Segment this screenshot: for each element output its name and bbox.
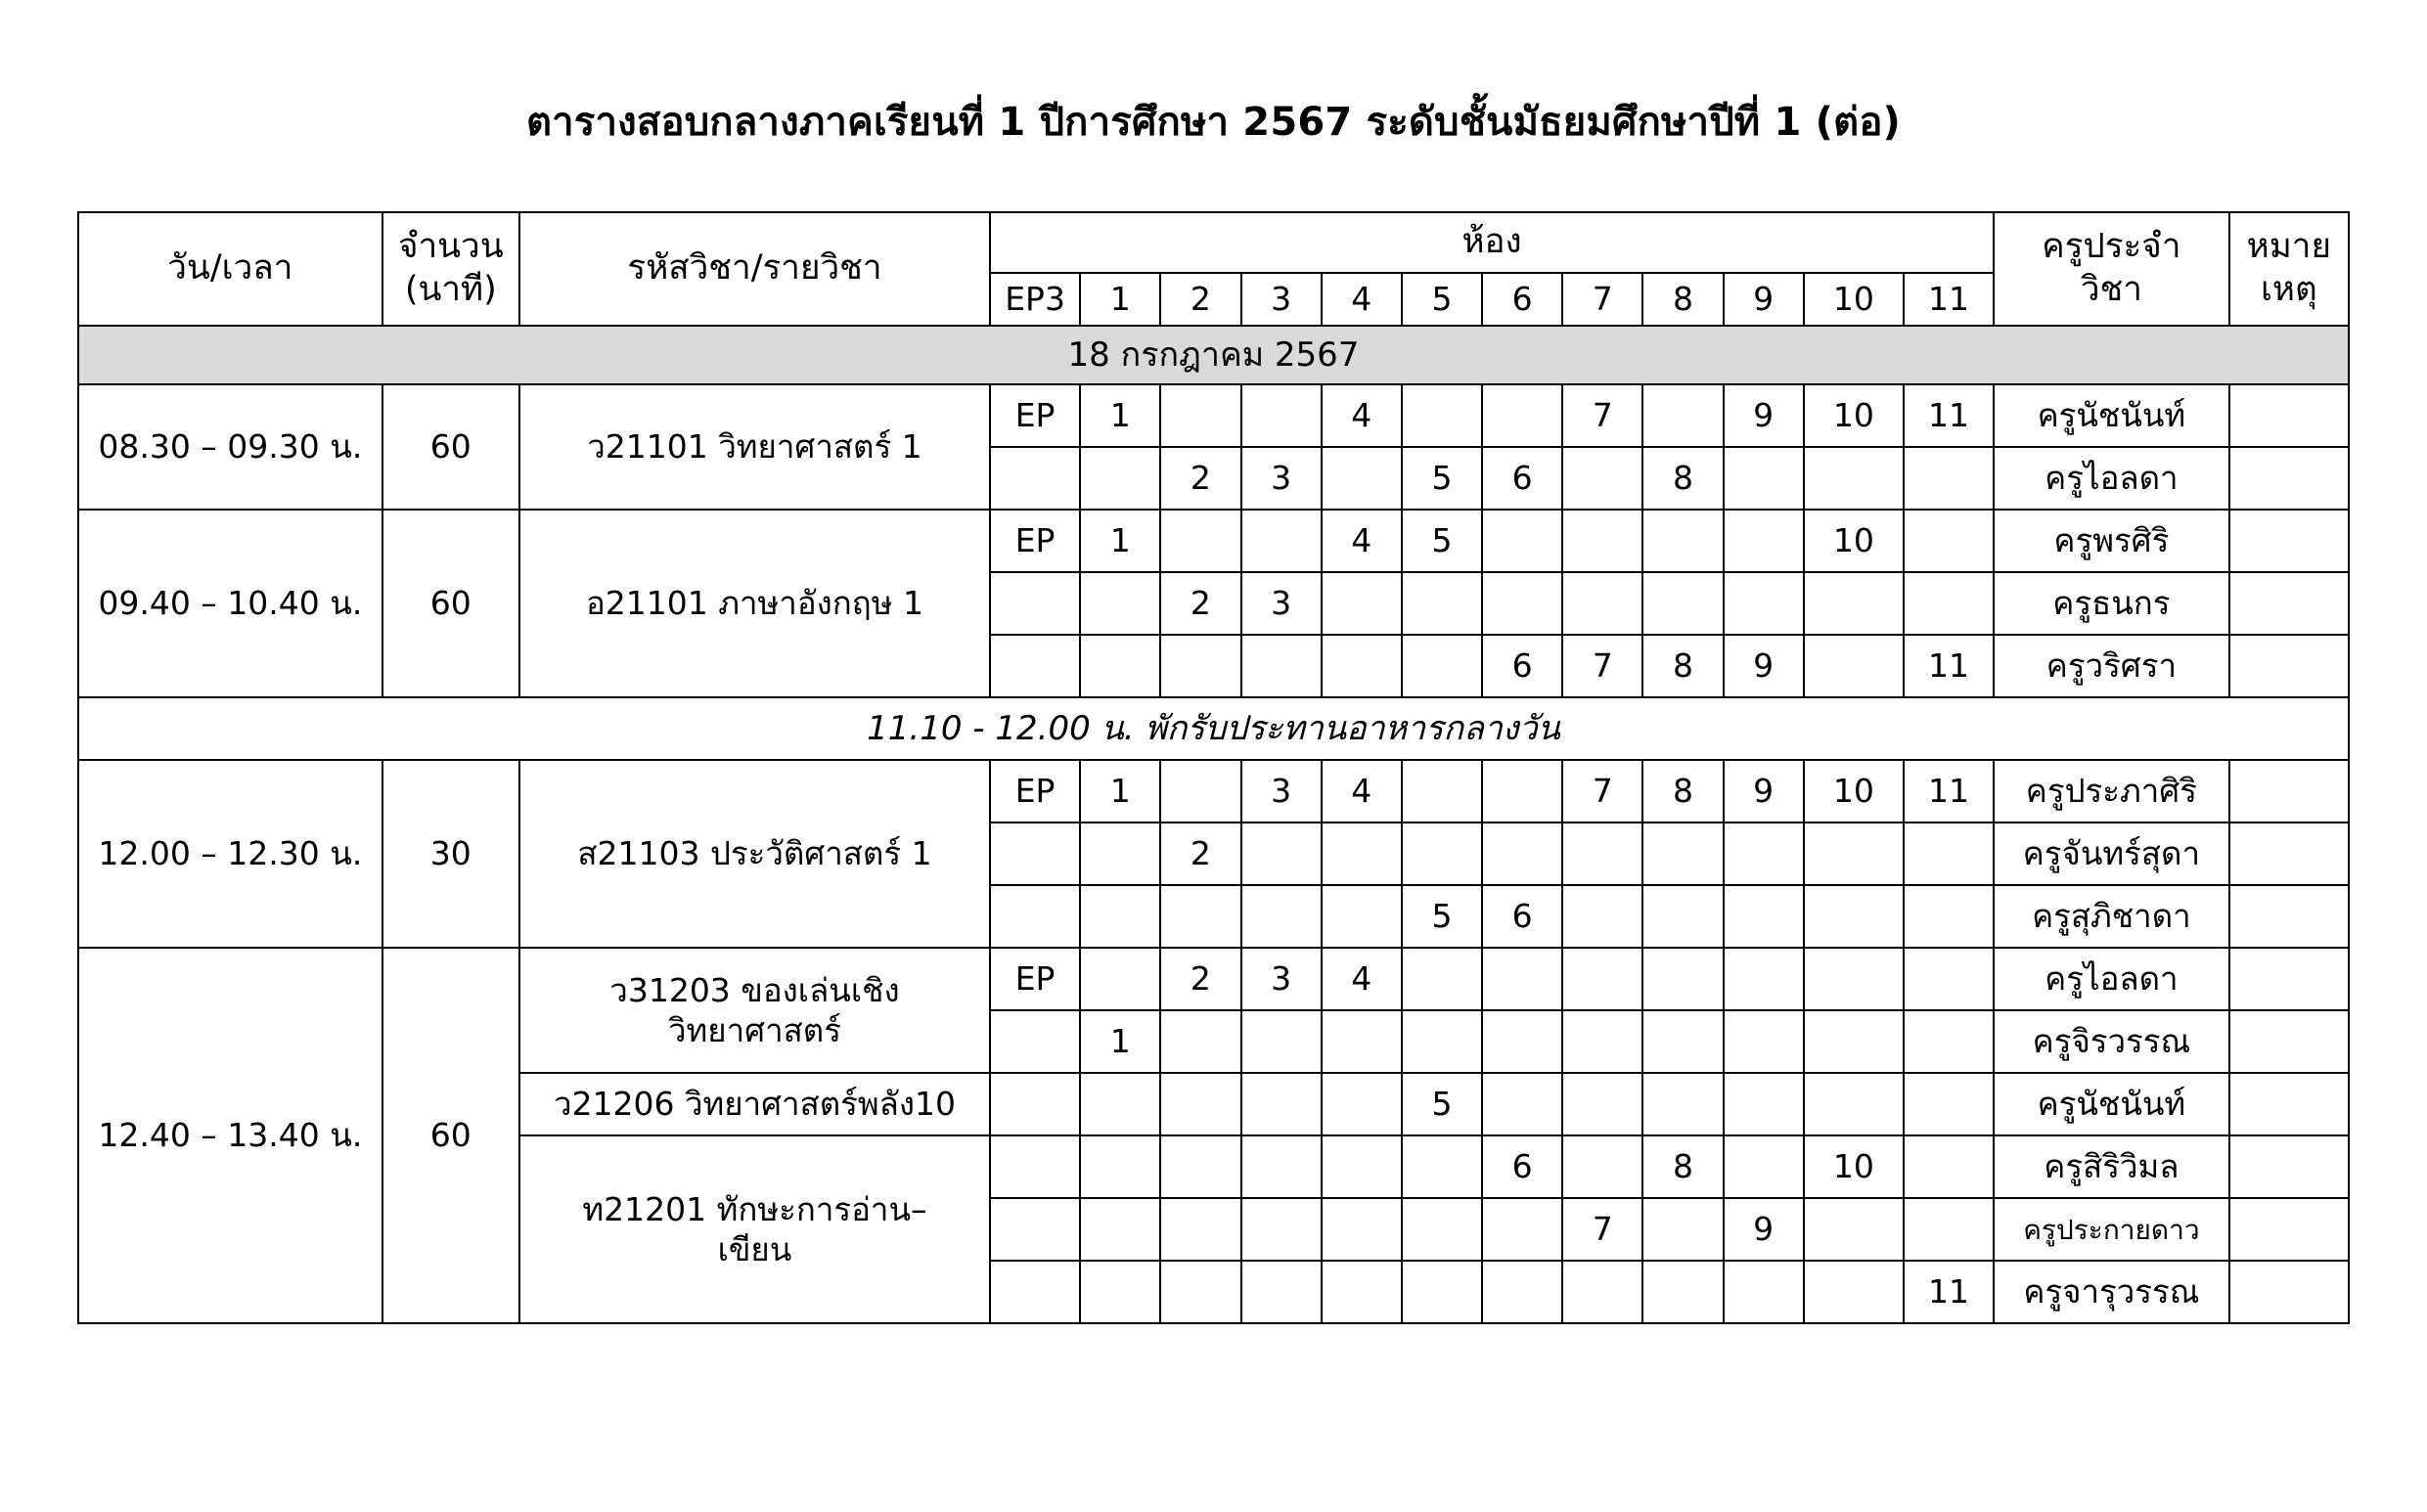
cell-room-2 — [1160, 510, 1240, 572]
cell-room-3 — [1241, 1010, 1322, 1073]
header-room-6: 6 — [1482, 273, 1562, 326]
cell-room-8 — [1642, 572, 1723, 635]
cell-room-2: 2 — [1160, 948, 1240, 1010]
cell-room-ep3: EP — [990, 760, 1080, 823]
cell-room-8 — [1642, 1010, 1723, 1073]
cell-room-5 — [1402, 635, 1482, 697]
header-note-line2: เหตุ — [2260, 270, 2317, 309]
cell-room-11: 11 — [1904, 635, 1994, 697]
cell-room-3 — [1241, 885, 1322, 948]
cell-teacher: ครูสุภิชาดา — [1994, 885, 2229, 948]
cell-room-11: 11 — [1904, 760, 1994, 823]
cell-room-10: 10 — [1804, 760, 1904, 823]
cell-room-ep3 — [990, 1010, 1080, 1073]
cell-room-9 — [1724, 1135, 1804, 1198]
cell-teacher: ครูวริศรา — [1994, 635, 2229, 697]
cell-room-7 — [1562, 1135, 1642, 1198]
cell-subject: ว21206 วิทยาศาสตร์พลัง10 — [519, 1073, 990, 1135]
cell-room-7 — [1562, 948, 1642, 1010]
cell-room-5 — [1402, 823, 1482, 885]
cell-note — [2229, 948, 2349, 1010]
cell-room-8: 8 — [1642, 760, 1723, 823]
cell-room-3 — [1241, 1073, 1322, 1135]
cell-room-6 — [1482, 1073, 1562, 1135]
cell-room-11 — [1904, 823, 1994, 885]
cell-room-2 — [1160, 1073, 1240, 1135]
cell-room-ep3: EP — [990, 948, 1080, 1010]
cell-room-ep3 — [990, 1261, 1080, 1323]
cell-room-1 — [1080, 572, 1160, 635]
cell-room-6: 6 — [1482, 885, 1562, 948]
cell-room-10 — [1804, 1010, 1904, 1073]
cell-teacher: ครูจารุวรรณ — [1994, 1261, 2229, 1323]
cell-room-2: 2 — [1160, 572, 1240, 635]
header-teacher-line2: วิชา — [2080, 270, 2142, 309]
cell-room-11 — [1904, 1010, 1994, 1073]
cell-room-3 — [1241, 823, 1322, 885]
cell-time: 08.30 – 09.30 น. — [78, 384, 382, 510]
cell-room-7: 7 — [1562, 384, 1642, 447]
cell-room-4: 4 — [1322, 384, 1402, 447]
cell-room-5 — [1402, 572, 1482, 635]
cell-room-11 — [1904, 1073, 1994, 1135]
cell-room-ep3 — [990, 635, 1080, 697]
cell-room-1: 1 — [1080, 760, 1160, 823]
cell-room-4 — [1322, 1073, 1402, 1135]
cell-room-9 — [1724, 948, 1804, 1010]
cell-minutes: 30 — [382, 760, 519, 948]
cell-room-11: 11 — [1904, 384, 1994, 447]
cell-room-10 — [1804, 572, 1904, 635]
cell-room-ep3 — [990, 447, 1080, 510]
header-room-11: 11 — [1904, 273, 1994, 326]
cell-room-6 — [1482, 948, 1562, 1010]
cell-room-5 — [1402, 384, 1482, 447]
cell-room-8 — [1642, 948, 1723, 1010]
cell-room-10 — [1804, 823, 1904, 885]
cell-room-7 — [1562, 447, 1642, 510]
cell-room-5 — [1402, 760, 1482, 823]
header-teacher — [1994, 212, 2229, 326]
cell-room-ep3 — [990, 1135, 1080, 1198]
cell-room-2 — [1160, 1198, 1240, 1261]
cell-subject-line1: ท21201 ทักษะการอ่าน– — [582, 1189, 927, 1228]
cell-room-2 — [1160, 1135, 1240, 1198]
cell-room-11 — [1904, 572, 1994, 635]
table-header-row-1 — [78, 212, 2349, 273]
cell-room-9: 9 — [1724, 635, 1804, 697]
cell-room-11 — [1904, 885, 1994, 948]
cell-room-10: 10 — [1804, 510, 1904, 572]
cell-teacher: ครูไอลดา — [1994, 447, 2229, 510]
cell-room-1 — [1080, 1135, 1160, 1198]
cell-room-1 — [1080, 635, 1160, 697]
cell-room-7: 7 — [1562, 1198, 1642, 1261]
date-label: 18 กรกฎาคม 2567 — [78, 326, 2349, 384]
cell-note — [2229, 1073, 2349, 1135]
cell-room-ep3 — [990, 572, 1080, 635]
cell-room-ep3 — [990, 1073, 1080, 1135]
cell-room-3 — [1241, 1135, 1322, 1198]
cell-subject-line1: ว31203 ของเล่นเชิง — [609, 970, 900, 1009]
cell-room-1 — [1080, 823, 1160, 885]
cell-room-ep3: EP — [990, 510, 1080, 572]
cell-room-3: 3 — [1241, 447, 1322, 510]
cell-room-4 — [1322, 1135, 1402, 1198]
cell-note — [2229, 447, 2349, 510]
cell-room-5: 5 — [1402, 447, 1482, 510]
cell-room-3 — [1241, 384, 1322, 447]
cell-room-6 — [1482, 1261, 1562, 1323]
cell-room-9 — [1724, 447, 1804, 510]
cell-minutes: 60 — [382, 510, 519, 697]
cell-room-2: 2 — [1160, 823, 1240, 885]
cell-room-3: 3 — [1241, 572, 1322, 635]
exam-schedule-table-wrapper — [77, 211, 2350, 1324]
table-row — [78, 510, 2349, 572]
cell-teacher: ครูธนกร — [1994, 572, 2229, 635]
cell-room-7 — [1562, 510, 1642, 572]
cell-time: 12.40 – 13.40 น. — [78, 948, 382, 1323]
cell-room-6 — [1482, 1010, 1562, 1073]
cell-room-6 — [1482, 384, 1562, 447]
cell-room-6 — [1482, 1198, 1562, 1261]
header-room-10: 10 — [1804, 273, 1904, 326]
cell-room-6 — [1482, 510, 1562, 572]
cell-room-7: 7 — [1562, 635, 1642, 697]
cell-room-4 — [1322, 1261, 1402, 1323]
cell-room-7 — [1562, 572, 1642, 635]
cell-room-5 — [1402, 1261, 1482, 1323]
table-row — [78, 384, 2349, 447]
lunch-break-row — [78, 697, 2349, 760]
cell-room-10: 10 — [1804, 384, 1904, 447]
header-room-ep3: EP3 — [990, 273, 1080, 326]
header-room-2: 2 — [1160, 273, 1240, 326]
cell-room-1: 1 — [1080, 510, 1160, 572]
cell-room-7 — [1562, 1010, 1642, 1073]
cell-room-3 — [1241, 1198, 1322, 1261]
cell-room-6: 6 — [1482, 447, 1562, 510]
header-minutes — [382, 212, 519, 326]
header-teacher-line1: ครูประจำ — [2042, 227, 2181, 267]
date-section-row — [78, 326, 2349, 384]
cell-room-1 — [1080, 885, 1160, 948]
cell-room-8 — [1642, 1198, 1723, 1261]
cell-note — [2229, 1198, 2349, 1261]
cell-room-11 — [1904, 948, 1994, 1010]
header-room-4: 4 — [1322, 273, 1402, 326]
cell-room-5 — [1402, 1010, 1482, 1073]
cell-room-2 — [1160, 760, 1240, 823]
cell-room-6 — [1482, 760, 1562, 823]
cell-room-4 — [1322, 635, 1402, 697]
cell-room-ep3 — [990, 885, 1080, 948]
page-title: ตารางสอบกลางภาคเรียนที่ 1 ปีการศึกษา 2567 ระดับชั้นมัธยมศึกษาปีที่ 1 (ต่อ) — [525, 100, 1902, 145]
cell-room-11 — [1904, 1135, 1994, 1198]
cell-room-4 — [1322, 1010, 1402, 1073]
cell-room-ep3 — [990, 1198, 1080, 1261]
cell-room-7: 7 — [1562, 760, 1642, 823]
cell-room-ep3 — [990, 823, 1080, 885]
cell-room-3 — [1241, 1261, 1322, 1323]
cell-room-8 — [1642, 823, 1723, 885]
cell-room-9 — [1724, 510, 1804, 572]
cell-room-4: 4 — [1322, 948, 1402, 1010]
cell-note — [2229, 760, 2349, 823]
cell-room-11 — [1904, 1198, 1994, 1261]
header-room-3: 3 — [1241, 273, 1322, 326]
cell-room-7 — [1562, 1261, 1642, 1323]
cell-room-2 — [1160, 1261, 1240, 1323]
cell-room-4 — [1322, 885, 1402, 948]
header-room-8: 8 — [1642, 273, 1723, 326]
cell-note — [2229, 384, 2349, 447]
cell-subject: ส21103 ประวัติศาสตร์ 1 — [519, 760, 990, 948]
header-rooms-group: ห้อง — [990, 212, 1994, 273]
cell-room-ep3: EP — [990, 384, 1080, 447]
cell-room-4 — [1322, 447, 1402, 510]
cell-room-9: 9 — [1724, 1198, 1804, 1261]
cell-room-8 — [1642, 1073, 1723, 1135]
cell-teacher: ครูพรศิริ — [1994, 510, 2229, 572]
cell-room-5: 5 — [1402, 885, 1482, 948]
cell-room-5 — [1402, 1135, 1482, 1198]
cell-room-1 — [1080, 447, 1160, 510]
cell-room-2 — [1160, 635, 1240, 697]
cell-note — [2229, 823, 2349, 885]
cell-room-11 — [1904, 510, 1994, 572]
cell-note — [2229, 1261, 2349, 1323]
cell-room-8: 8 — [1642, 635, 1723, 697]
table-row — [78, 760, 2349, 823]
cell-teacher: ครูจิรวรรณ — [1994, 1010, 2229, 1073]
cell-note — [2229, 635, 2349, 697]
cell-room-10 — [1804, 635, 1904, 697]
cell-room-2 — [1160, 885, 1240, 948]
cell-room-1 — [1080, 1073, 1160, 1135]
cell-room-1 — [1080, 948, 1160, 1010]
cell-room-8 — [1642, 1261, 1723, 1323]
cell-minutes: 60 — [382, 948, 519, 1323]
cell-teacher: ครูประกายดาว — [1994, 1198, 2229, 1261]
cell-room-6 — [1482, 572, 1562, 635]
cell-room-9: 9 — [1724, 760, 1804, 823]
cell-room-10 — [1804, 1073, 1904, 1135]
cell-teacher: ครูประภาศิริ — [1994, 760, 2229, 823]
cell-note — [2229, 1010, 2349, 1073]
cell-note — [2229, 885, 2349, 948]
cell-room-10 — [1804, 1261, 1904, 1323]
cell-room-6: 6 — [1482, 635, 1562, 697]
cell-room-8: 8 — [1642, 1135, 1723, 1198]
cell-room-2 — [1160, 384, 1240, 447]
cell-room-7 — [1562, 885, 1642, 948]
cell-teacher: ครูนัชนันท์ — [1994, 384, 2229, 447]
cell-room-2: 2 — [1160, 447, 1240, 510]
header-note — [2229, 212, 2349, 326]
cell-room-10 — [1804, 885, 1904, 948]
cell-teacher: ครูไอลดา — [1994, 948, 2229, 1010]
cell-subject — [519, 1135, 990, 1323]
cell-room-3: 3 — [1241, 948, 1322, 1010]
cell-time: 12.00 – 12.30 น. — [78, 760, 382, 948]
table-row — [78, 948, 2349, 1010]
cell-room-8 — [1642, 384, 1723, 447]
cell-room-9 — [1724, 1073, 1804, 1135]
cell-room-7 — [1562, 1073, 1642, 1135]
cell-room-5: 5 — [1402, 1073, 1482, 1135]
header-room-5: 5 — [1402, 273, 1482, 326]
cell-room-3 — [1241, 510, 1322, 572]
cell-subject: อ21101 ภาษาอังกฤษ 1 — [519, 510, 990, 697]
cell-room-3: 3 — [1241, 760, 1322, 823]
cell-room-9 — [1724, 823, 1804, 885]
cell-room-8 — [1642, 885, 1723, 948]
cell-room-9 — [1724, 1010, 1804, 1073]
cell-subject: ว21101 วิทยาศาสตร์ 1 — [519, 384, 990, 510]
cell-teacher: ครูนัชนันท์ — [1994, 1073, 2229, 1135]
cell-room-11 — [1904, 447, 1994, 510]
cell-subject-line2: เขียน — [717, 1230, 792, 1268]
header-note-line1: หมาย — [2246, 227, 2331, 267]
header-room-7: 7 — [1562, 273, 1642, 326]
cell-room-10: 10 — [1804, 1135, 1904, 1198]
cell-note — [2229, 1135, 2349, 1198]
cell-room-8 — [1642, 510, 1723, 572]
cell-note — [2229, 510, 2349, 572]
cell-teacher: ครูสิริวิมล — [1994, 1135, 2229, 1198]
cell-room-1: 1 — [1080, 384, 1160, 447]
header-room-9: 9 — [1724, 273, 1804, 326]
cell-room-2 — [1160, 1010, 1240, 1073]
cell-room-6 — [1482, 823, 1562, 885]
cell-room-1: 1 — [1080, 1010, 1160, 1073]
cell-room-4 — [1322, 572, 1402, 635]
cell-room-11: 11 — [1904, 1261, 1994, 1323]
exam-schedule-table — [77, 211, 2350, 1324]
cell-room-9 — [1724, 1261, 1804, 1323]
cell-room-10 — [1804, 447, 1904, 510]
header-subject: รหัสวิชา/รายวิชา — [519, 212, 990, 326]
lunch-break-label: 11.10 - 12.00 น. พักรับประทานอาหารกลางวัน — [78, 697, 2349, 760]
cell-room-4 — [1322, 1198, 1402, 1261]
cell-room-5 — [1402, 1198, 1482, 1261]
cell-subject — [519, 948, 990, 1073]
header-minutes-line1: จำนวน — [397, 227, 504, 267]
cell-minutes: 60 — [382, 384, 519, 510]
cell-room-4: 4 — [1322, 760, 1402, 823]
cell-room-6: 6 — [1482, 1135, 1562, 1198]
header-room-1: 1 — [1080, 273, 1160, 326]
cell-time: 09.40 – 10.40 น. — [78, 510, 382, 697]
cell-room-10 — [1804, 1198, 1904, 1261]
cell-note — [2229, 572, 2349, 635]
cell-room-9 — [1724, 885, 1804, 948]
cell-room-1 — [1080, 1261, 1160, 1323]
cell-room-4: 4 — [1322, 510, 1402, 572]
cell-room-1 — [1080, 1198, 1160, 1261]
cell-room-10 — [1804, 948, 1904, 1010]
cell-room-8: 8 — [1642, 447, 1723, 510]
header-minutes-line2: (นาที) — [404, 270, 497, 309]
cell-room-3 — [1241, 635, 1322, 697]
cell-subject-line2: วิทยาศาสตร์ — [668, 1011, 841, 1049]
cell-room-9 — [1724, 572, 1804, 635]
cell-teacher: ครูจันทร์สุดา — [1994, 823, 2229, 885]
cell-room-9: 9 — [1724, 384, 1804, 447]
cell-room-5: 5 — [1402, 510, 1482, 572]
cell-room-4 — [1322, 823, 1402, 885]
header-day-time: วัน/เวลา — [78, 212, 382, 326]
cell-room-7 — [1562, 823, 1642, 885]
cell-room-5 — [1402, 948, 1482, 1010]
